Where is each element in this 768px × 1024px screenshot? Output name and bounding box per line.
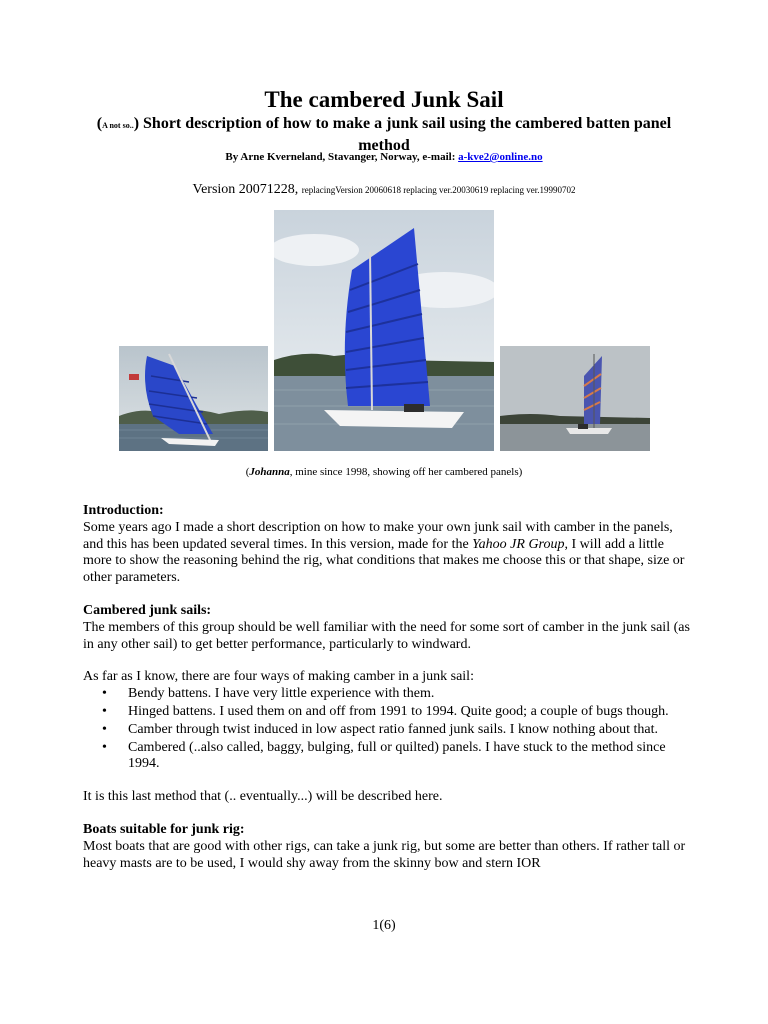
page-number: 1(6) — [372, 918, 396, 933]
heading-boats-suitable: Boats suitable for junk rig: — [83, 821, 245, 837]
document-title: The cambered Junk Sail — [264, 87, 504, 112]
bullet-icon: • — [102, 739, 107, 755]
bullet-icon: • — [102, 686, 107, 702]
list-item: • Bendy battens. I have very little experience with them. — [102, 686, 435, 702]
bullet-icon: • — [102, 703, 107, 719]
bullet-icon: • — [102, 721, 107, 737]
list-item: • Camber through twist induced in low aspect ratio fanned junk sails. I know nothing about that. — [102, 721, 658, 737]
paragraph-introduction: Some years ago I made a short description on how to make your own junk sail with camber in the panels, and this has been updated several times. In this version, made for the Yahoo JR Group, I will add a little more to show the reasoning behind the rig, what conditions that makes me choose this or that shape, size or other parameters. — [83, 519, 685, 586]
paragraph-cambered: The members of this group should be well familiar with the need for some sort of camber in the junk sail (as in any other sail) to get better performance, particularly to windward. — [83, 619, 690, 652]
version-main: Version 20071228, — [192, 182, 299, 197]
document-body — [83, 503, 693, 888]
version-history: replacingVersion 20060618 replacing ver.20030619 replacing ver.19990702 — [301, 185, 576, 195]
list-item: • Hinged battens. I used them on and off from 1991 to 1994. Quite good; a couple of bugs though. — [102, 703, 669, 719]
subtitle-text: ) Short description of how to make a junk sail using the cambered batten panel method — [133, 115, 672, 154]
camber-methods-list — [83, 686, 693, 773]
photo-center — [274, 210, 494, 451]
paragraph-conclusion: It is this last method that (.. eventually...) will be described here. — [83, 789, 443, 805]
list-intro: As far as I know, there are four ways of making camber in a junk sail: — [83, 669, 474, 685]
author-text: By Arne Kverneland, Stavanger, Norway, e-mail: — [225, 151, 456, 163]
version-line — [0, 182, 768, 198]
paragraph-boats: Most boats that are good with other rigs, can take a junk rig, but some are better than others. If rather tall or heavy masts are to be used, I would shy away from the skinny bow and stern IOR — [83, 838, 686, 871]
list-item: • Cambered (..also called, baggy, bulging, full or quilted) panels. I have stuck to the method since 1994. — [102, 739, 666, 772]
photo-right — [500, 346, 650, 451]
heading-cambered-junk-sails: Cambered junk sails: — [83, 602, 212, 618]
author-line — [0, 151, 768, 163]
document-subtitle: (A not so..) Short description of how to make a junk sail using the cambered batten panel method — [96, 115, 672, 154]
subtitle-small-text: A not so.. — [102, 121, 134, 130]
email-link[interactable]: a-kve2@online.no — [458, 151, 543, 163]
caption-boat-name: Johanna — [249, 466, 290, 478]
photo-caption: (Johanna, mine since 1998, showing off her cambered panels) — [245, 466, 523, 478]
heading-introduction: Introduction: — [83, 503, 164, 518]
photo-left — [119, 346, 268, 451]
